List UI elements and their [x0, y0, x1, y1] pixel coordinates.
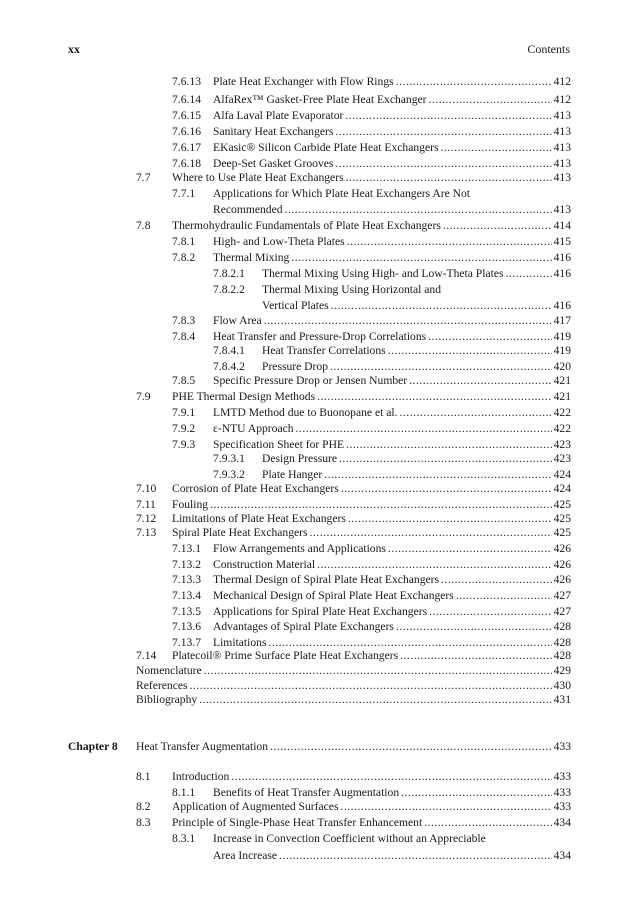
toc-entry[interactable]: [172, 234, 571, 250]
toc-entry[interactable]: [172, 124, 571, 140]
toc-entry[interactable]: [213, 298, 571, 314]
toc-entry-title: Thermohydraulic Fundamentals of Plate Heat Exchangers: [172, 219, 441, 232]
toc-entry-title: Advantages of Spiral Plate Exchangers: [213, 620, 394, 633]
toc-entry-page: 413: [553, 171, 571, 184]
toc-entry-page: 426: [553, 558, 571, 571]
toc-entry-title: Heat Transfer Augmentation: [136, 740, 269, 753]
dot-leader: [429, 604, 552, 620]
dot-leader: [429, 92, 552, 108]
toc-entry-page: 427: [553, 605, 571, 618]
toc-entry-page: 421: [553, 390, 571, 403]
toc-entry-page: 424: [553, 468, 571, 481]
toc-entry-title: Thermal Mixing: [213, 251, 290, 264]
toc-entry[interactable]: [213, 282, 571, 298]
dot-leader: [440, 140, 551, 156]
toc-entry-number: 7.13.3: [172, 573, 201, 586]
toc-entry-page: 423: [553, 438, 571, 451]
toc-entry-number: 8.2: [136, 800, 151, 813]
toc-entry[interactable]: [172, 373, 571, 389]
toc-entry-page: 428: [553, 620, 571, 633]
toc-entry[interactable]: [136, 389, 571, 405]
toc-entry-number: 7.9.2: [172, 422, 196, 435]
toc-entry-number: 7.8.2.2: [213, 283, 245, 296]
dot-leader: [456, 588, 552, 604]
toc-entry-page: 422: [553, 422, 571, 435]
toc-entry-number: 7.14: [136, 649, 157, 662]
toc-entry-page: 428: [553, 636, 571, 649]
dot-leader: [296, 421, 552, 437]
toc-entry-page: 420: [553, 360, 571, 373]
toc-entry-number: 7.6.18: [172, 157, 201, 170]
dot-leader: [409, 373, 551, 389]
toc-entry-number: 8.3.1: [172, 832, 196, 845]
dot-leader: [388, 541, 552, 557]
toc-entry-number: 7.6.14: [172, 93, 201, 106]
toc-entry-page: 414: [553, 219, 571, 232]
toc-entry-page: 413: [553, 125, 571, 138]
toc-entry-title: Applications for Spiral Plate Heat Exchangers: [213, 605, 428, 618]
toc-entry-title: Construction Material: [213, 558, 316, 571]
toc-entry-page: 421: [553, 374, 571, 387]
toc-entry-title: Fouling: [172, 498, 209, 511]
dot-leader: [443, 218, 552, 234]
toc-entry[interactable]: [136, 663, 571, 679]
toc-entry[interactable]: [172, 831, 571, 847]
dot-leader: [441, 572, 552, 588]
dot-leader: [506, 266, 552, 282]
dot-leader: [310, 525, 552, 541]
toc-entry[interactable]: [172, 313, 571, 329]
toc-entry-page: 425: [553, 498, 571, 511]
toc-entry-page: 433: [553, 786, 571, 799]
toc-entry-title: Flow Area: [213, 314, 262, 327]
toc-entry[interactable]: [136, 648, 571, 664]
toc-entry-number: 7.13.1: [172, 542, 201, 555]
dot-leader: [424, 815, 551, 831]
toc-entry-number: 7.9.3.1: [213, 452, 245, 465]
toc-entry-title: Area Increase: [213, 849, 278, 862]
toc-entry[interactable]: [136, 692, 571, 708]
toc-entry-page: 423: [553, 452, 571, 465]
toc-entry[interactable]: [213, 451, 571, 467]
toc-entry-page: 412: [553, 75, 571, 88]
toc-entry-page: 433: [553, 740, 571, 753]
toc-entry-number: 7.10: [136, 482, 157, 495]
dot-leader: [396, 619, 552, 635]
dot-leader: [285, 202, 552, 218]
toc-entry-page: 429: [553, 664, 571, 677]
toc-entry-page: 433: [553, 800, 571, 813]
toc-entry-page: 422: [553, 406, 571, 419]
dot-leader: [231, 769, 551, 785]
toc-entry[interactable]: [172, 140, 571, 156]
dot-leader: [347, 234, 552, 250]
toc-entry[interactable]: [136, 170, 571, 186]
toc-entry-title: Recommended: [213, 203, 283, 216]
toc-entry-number: 7.13.5: [172, 605, 201, 618]
toc-entry-number: 7.13.6: [172, 620, 201, 633]
toc-entry-page: 434: [553, 816, 571, 829]
toc-entry-title: Where to Use Plate Heat Exchangers: [172, 171, 344, 184]
toc-entry[interactable]: [172, 108, 571, 124]
toc-entry-title: Platecoil® Prime Surface Plate Heat Exchangers: [172, 649, 399, 662]
toc-entry-title: Thermal Mixing Using Horizontal and: [262, 283, 442, 296]
toc-entry-title: Bibliography: [136, 693, 198, 706]
toc-entry-title: AlfaRex™ Gasket-Free Plate Heat Exchanger: [213, 93, 427, 106]
toc-entry-title: LMTD Method due to Buonopane et al.: [213, 406, 398, 419]
toc-entry-page: 430: [553, 679, 571, 692]
toc-entry[interactable]: [172, 92, 571, 108]
toc-entry-number: 7.6.13: [172, 75, 201, 88]
toc-entry-title: EKasic® Silicon Carbide Plate Heat Exchangers: [213, 141, 439, 154]
toc-entry-title: Design Pressure: [262, 452, 338, 465]
dot-leader: [345, 108, 551, 124]
toc-entry-page: 426: [553, 542, 571, 555]
toc-entry[interactable]: [213, 266, 571, 282]
toc-entry-title: Deep-Set Gasket Grooves: [213, 157, 334, 170]
toc-entry[interactable]: [136, 769, 571, 785]
toc-entry-title: ε-NTU Approach: [213, 422, 294, 435]
dot-leader: [291, 250, 551, 266]
toc-entry-page: 413: [553, 109, 571, 122]
dot-leader: [331, 298, 552, 314]
toc-entry-number: 7.8.5: [172, 374, 196, 387]
toc-entry-title: Corrosion of Plate Heat Exchangers: [172, 482, 339, 495]
toc-entry-number: 7.8.4.2: [213, 360, 245, 373]
dot-leader: [317, 389, 552, 405]
toc-entry[interactable]: [136, 739, 571, 755]
toc-entry-title: Specification Sheet for PHE: [213, 438, 345, 451]
toc-entry-number: 7.11: [136, 498, 156, 511]
toc-entry-number: 8.1: [136, 770, 151, 783]
toc-entry-title: Vertical Plates: [262, 299, 329, 312]
dot-leader: [199, 692, 551, 708]
toc-entry[interactable]: [213, 343, 571, 359]
toc-entry[interactable]: [136, 799, 571, 815]
toc-entry-title: Mechanical Design of Spiral Plate Heat Exchangers: [213, 589, 454, 602]
dot-leader: [396, 74, 552, 90]
toc-entry-title: Limitations of Plate Heat Exchangers: [172, 512, 346, 525]
toc-entry-number: 7.13: [136, 526, 157, 539]
toc-entry[interactable]: [136, 481, 571, 497]
toc-entry-title: Alfa Laval Plate Evaporator: [213, 109, 344, 122]
toc-entry[interactable]: [172, 421, 571, 437]
toc-entry-page: 419: [553, 344, 571, 357]
toc-entry-page: 425: [553, 526, 571, 539]
toc-entry-number: 7.9.1: [172, 406, 196, 419]
dot-leader: [400, 648, 551, 664]
toc-entry-number: 7.9: [136, 390, 151, 403]
toc-entry-page: 431: [553, 693, 571, 706]
toc-entry[interactable]: [172, 74, 571, 90]
dot-leader: [339, 451, 552, 467]
toc-entry-title: Thermal Design of Spiral Plate Heat Exchangers: [213, 573, 440, 586]
toc-entry-number: 7.13.2: [172, 558, 201, 571]
toc-entry-page: 426: [553, 573, 571, 586]
toc-entry-title: Thermal Mixing Using High- and Low-Theta Plates: [262, 267, 504, 280]
toc-entry-title: Plate Hanger: [262, 468, 323, 481]
toc-entry-number: 7.13.7: [172, 636, 201, 649]
toc-entry-page: 413: [553, 141, 571, 154]
toc-entry-title: Limitations: [213, 636, 267, 649]
toc-entry-page: 428: [553, 649, 571, 662]
page-header-right: Contents: [527, 42, 570, 56]
dot-leader: [341, 481, 552, 497]
page-header-left: xx: [68, 42, 80, 56]
toc-entry-number: 7.6.16: [172, 125, 201, 138]
dot-leader: [335, 124, 551, 140]
toc-entry-number: 7.8.3: [172, 314, 196, 327]
toc-entry-page: 415: [553, 235, 571, 248]
toc-entry[interactable]: [172, 202, 571, 218]
dot-leader: [388, 343, 552, 359]
toc-entry-number: 7.7: [136, 171, 151, 184]
dot-leader: [340, 799, 551, 815]
toc-entry-number: 8.3: [136, 816, 151, 829]
toc-entry-title: Increase in Convection Coefficient without an Appreciable: [213, 832, 486, 845]
toc-entry-page: 412: [553, 93, 571, 106]
toc-entry-title: Pressure Drop: [262, 360, 329, 373]
toc-entry[interactable]: [172, 619, 571, 635]
toc-entry-title: Heat Transfer and Pressure-Drop Correlations: [213, 330, 427, 343]
toc-entry[interactable]: [172, 572, 571, 588]
toc-entry-title: Specific Pressure Drop or Jensen Number: [213, 374, 408, 387]
toc-entry-title: Applications for Which Plate Heat Exchangers Are Not: [213, 187, 471, 200]
toc-entry-page: 427: [553, 589, 571, 602]
toc-entry-title: Nomenclature: [136, 664, 202, 677]
toc-entry-page: 416: [553, 299, 571, 312]
toc-entry-title: Application of Augmented Surfaces: [172, 800, 339, 813]
toc-entry[interactable]: [172, 405, 571, 421]
dot-leader: [264, 313, 552, 329]
toc-entry-page: 416: [553, 251, 571, 264]
toc-entry-number: 8.1.1: [172, 786, 196, 799]
toc-entry-title: Flow Arrangements and Applications: [213, 542, 386, 555]
toc-entry-page: 434: [553, 849, 571, 862]
toc-entry-page: 419: [553, 330, 571, 343]
dot-leader: [204, 663, 552, 679]
toc-entry-number: 7.8.4: [172, 330, 196, 343]
toc-entry-number: 7.8: [136, 219, 151, 232]
toc-entry-number: 7.7.1: [172, 187, 196, 200]
dot-leader: [270, 739, 552, 755]
toc-entry[interactable]: [172, 541, 571, 557]
dot-leader: [279, 848, 552, 864]
toc-entry-title: Plate Heat Exchanger with Flow Rings: [213, 75, 394, 88]
toc-entry-number: 7.8.4.1: [213, 344, 245, 357]
toc-entry-number: 7.6.17: [172, 141, 201, 154]
toc-entry-page: 425: [553, 512, 571, 525]
chapter-8-label: Chapter 8: [68, 740, 118, 753]
toc-entry-number: 7.8.1: [172, 235, 196, 248]
toc-entry-title: Spiral Plate Heat Exchangers: [172, 526, 308, 539]
toc-entry[interactable]: [172, 604, 571, 620]
toc-entry-title: Principle of Single-Phase Heat Transfer Enhancement: [172, 816, 423, 829]
toc-entry-title: References: [136, 679, 188, 692]
toc-entry-number: 7.12: [136, 512, 157, 525]
toc-entry-page: 433: [553, 770, 571, 783]
toc-entry-number: 7.8.2: [172, 251, 196, 264]
toc-entry[interactable]: [136, 815, 571, 831]
toc-entry-page: 424: [553, 482, 571, 495]
toc-entry[interactable]: [136, 218, 571, 234]
dot-leader: [346, 170, 552, 186]
toc-entry-page: 417: [553, 314, 571, 327]
dot-leader: [317, 557, 552, 573]
toc-entry-page: 413: [553, 157, 571, 170]
toc-entry[interactable]: [172, 588, 571, 604]
toc-entry[interactable]: [172, 250, 571, 266]
toc-entry-title: High- and Low-Theta Plates: [213, 235, 345, 248]
toc-entry[interactable]: [136, 525, 571, 541]
toc-entry-title: PHE Thermal Design Methods: [172, 390, 316, 403]
toc-entry-number: 7.9.3: [172, 438, 196, 451]
toc-entry-number: 7.9.3.2: [213, 468, 245, 481]
toc-entry-title: Introduction: [172, 770, 230, 783]
toc-entry[interactable]: [172, 557, 571, 573]
toc-entry-title: Benefits of Heat Transfer Augmentation: [213, 786, 400, 799]
toc-entry-page: 413: [553, 203, 571, 216]
dot-leader: [400, 405, 552, 421]
toc-entry-number: 7.8.2.1: [213, 267, 245, 280]
toc-entry-title: Sanitary Heat Exchangers: [213, 125, 334, 138]
toc-entry-number: 7.6.15: [172, 109, 201, 122]
toc-entry-title: Heat Transfer Correlations: [262, 344, 386, 357]
toc-entry-page: 416: [553, 267, 571, 280]
toc-entry-number: 7.13.4: [172, 589, 201, 602]
toc-entry[interactable]: [172, 186, 571, 202]
toc-entry[interactable]: [172, 848, 571, 864]
